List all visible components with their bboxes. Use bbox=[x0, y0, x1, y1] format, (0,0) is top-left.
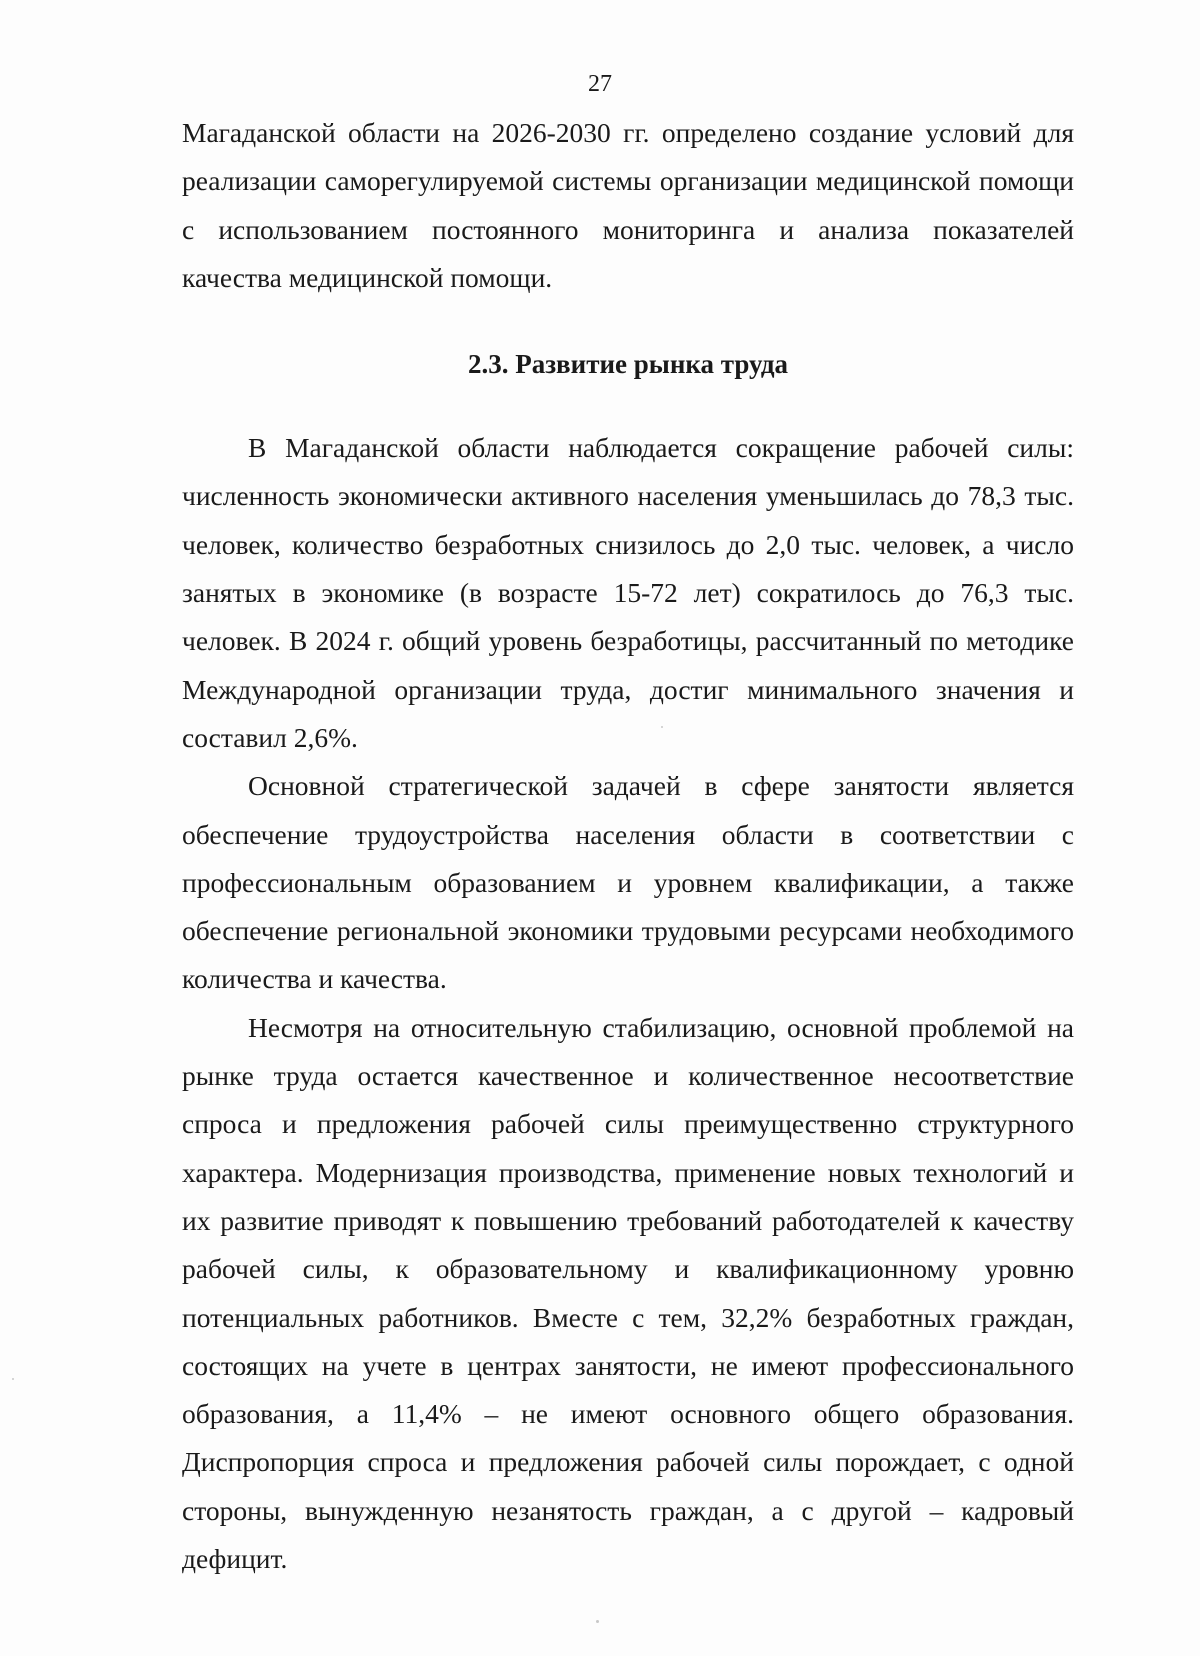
scan-speck bbox=[12, 1378, 14, 1380]
page-content bbox=[182, 109, 1074, 1583]
section-heading: 2.3. Развитие рынка труда bbox=[467, 349, 789, 380]
paragraph-continued: Магаданской области на 2026-2030 гг. определено создание условий для реализации саморегулируемой системы организации медицинской помощи с использованием постоянного мониторинга и анализа показателей качества медицинской помощи. bbox=[182, 117, 1074, 293]
scan-speck bbox=[596, 1620, 599, 1623]
scan-speck bbox=[661, 726, 663, 728]
paragraph-labor-force: В Магаданской области наблюдается сокращение рабочей силы: численность экономически активного населения уменьшилась до 78,3 тыс. человек, количество безработных снизилось до 2,0 тыс. человек, а число занятых в экономике (в возрасте 15-72 лет) сократилось до 76,3 тыс. человек. В 2024 г. общий уровень безработицы, рассчитанный по методике Международной организации труда, достиг минимального значения и составил 2,6%. bbox=[182, 432, 1074, 753]
paragraph-strategic-task: Основной стратегической задачей в сфере занятости является обеспечение трудоустройства населения области в соответствии с профессиональным образованием и уровнем квалификации, а также обеспечение региональной экономики трудовыми ресурсами необходимого количества и качества. bbox=[182, 770, 1074, 995]
page-number: 27 bbox=[588, 71, 612, 97]
paragraph-labor-market-problem: Несмотря на относительную стабилизацию, основной проблемой на рынке труда остается качественное и количественное несоответствие спроса и предложения рабочей силы преимущественно структурного характера. Модернизация производства, применение новых технологий и их развитие приводят к повышению требований работодателей к качеству рабочей силы, к образовательному и квалификационному уровню потенциальных работников. Вместе с тем, 32,2% безработных граждан, состоящих на учете в центрах занятости, не имеют профессионального образования, а 11,4% – не имеют основного общего образования. Диспропорция спроса и предложения рабочей силы порождает, с одной стороны, вынужденную незанятость граждан, а с другой – кадровый дефицит. bbox=[182, 1011, 1074, 1575]
